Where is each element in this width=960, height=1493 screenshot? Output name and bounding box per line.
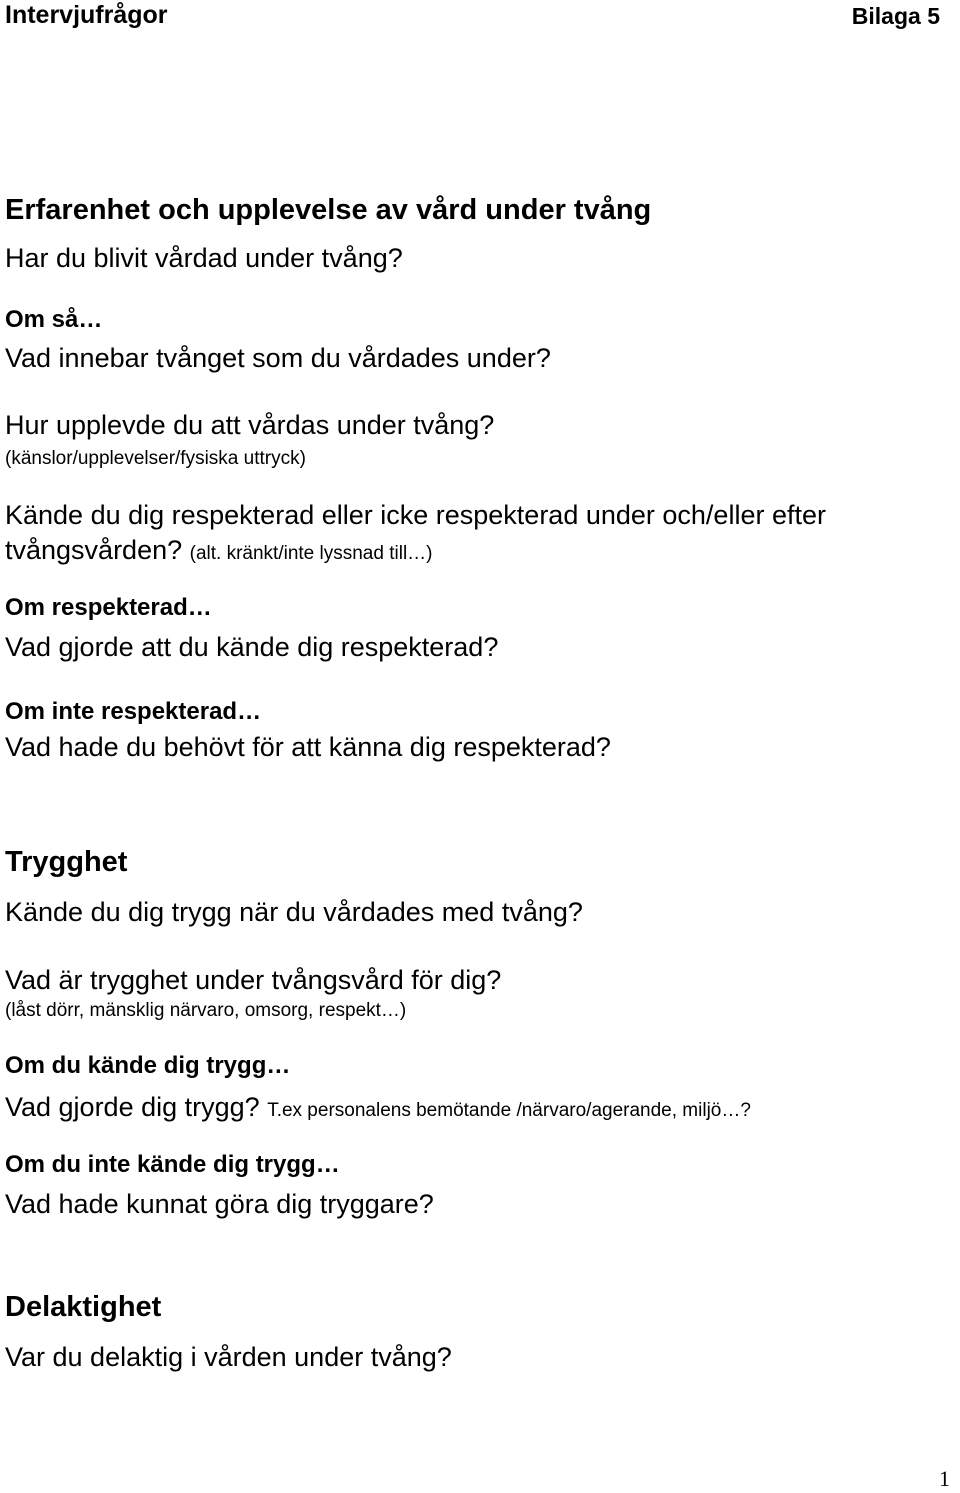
question-respekterad-line2 [5,537,433,564]
followup-label-om-respekterad: Om respekterad… [5,594,212,621]
hint-personalens-bemotande: T.ex personalens bemötande /närvaro/agerande, miljö…? [267,1100,751,1121]
page-number: 1 [939,1466,950,1491]
hint-krankt: (alt. kränkt/inte lyssnad till…) [189,543,433,564]
section-heading-delaktighet: Delaktighet [5,1291,162,1323]
question-tryggare: Vad hade kunnat göra dig tryggare? [5,1189,434,1219]
followup-label-om-inte-respekterad: Om inte respekterad… [5,698,262,725]
question-kande-trygg: Kände du dig trygg när du vårdades med tvång? [5,897,583,927]
question-vad-innebar-tvanget: Vad innebar tvånget som du vårdades under? [5,343,551,373]
question-vad-gjorde-trygg-line [5,1094,751,1121]
question-vad-gjorde-respekterad: Vad gjorde att du kände dig respekterad? [5,632,499,662]
hint-kanslor: (känslor/upplevelser/fysiska uttryck) [5,448,306,469]
question-respekterad-text: tvångsvården? [5,535,183,565]
question-hur-upplevde: Hur upplevde du att vårdas under tvång? [5,410,495,440]
question-vad-behovt-respekterad: Vad hade du behövt för att känna dig respekterad? [5,732,611,762]
section-heading-trygghet: Trygghet [5,846,128,878]
section-heading-erfarenhet: Erfarenhet och upplevelse av vård under tvång [5,194,652,226]
hint-last-dorr: (låst dörr, mänsklig närvaro, omsorg, respekt…) [5,1000,407,1021]
question-vardad-under-tvang: Har du blivit vårdad under tvång? [5,243,403,273]
question-vad-ar-trygghet: Vad är trygghet under tvångsvård för dig? [5,965,502,995]
question-delaktig: Var du delaktig i vården under tvång? [5,1342,452,1372]
question-respekterad-line1: Kände du dig respekterad eller icke respekterad under och/eller efter [5,500,826,530]
appendix-label: Bilaga 5 [851,3,940,29]
followup-label-om-sa: Om så… [5,306,103,333]
followup-label-om-trygg: Om du kände dig trygg… [5,1052,291,1079]
question-vad-gjorde-trygg: Vad gjorde dig trygg? [5,1092,260,1122]
followup-label-om-inte-trygg: Om du inte kände dig trygg… [5,1151,340,1178]
document-title: Intervjufrågor [5,1,168,29]
